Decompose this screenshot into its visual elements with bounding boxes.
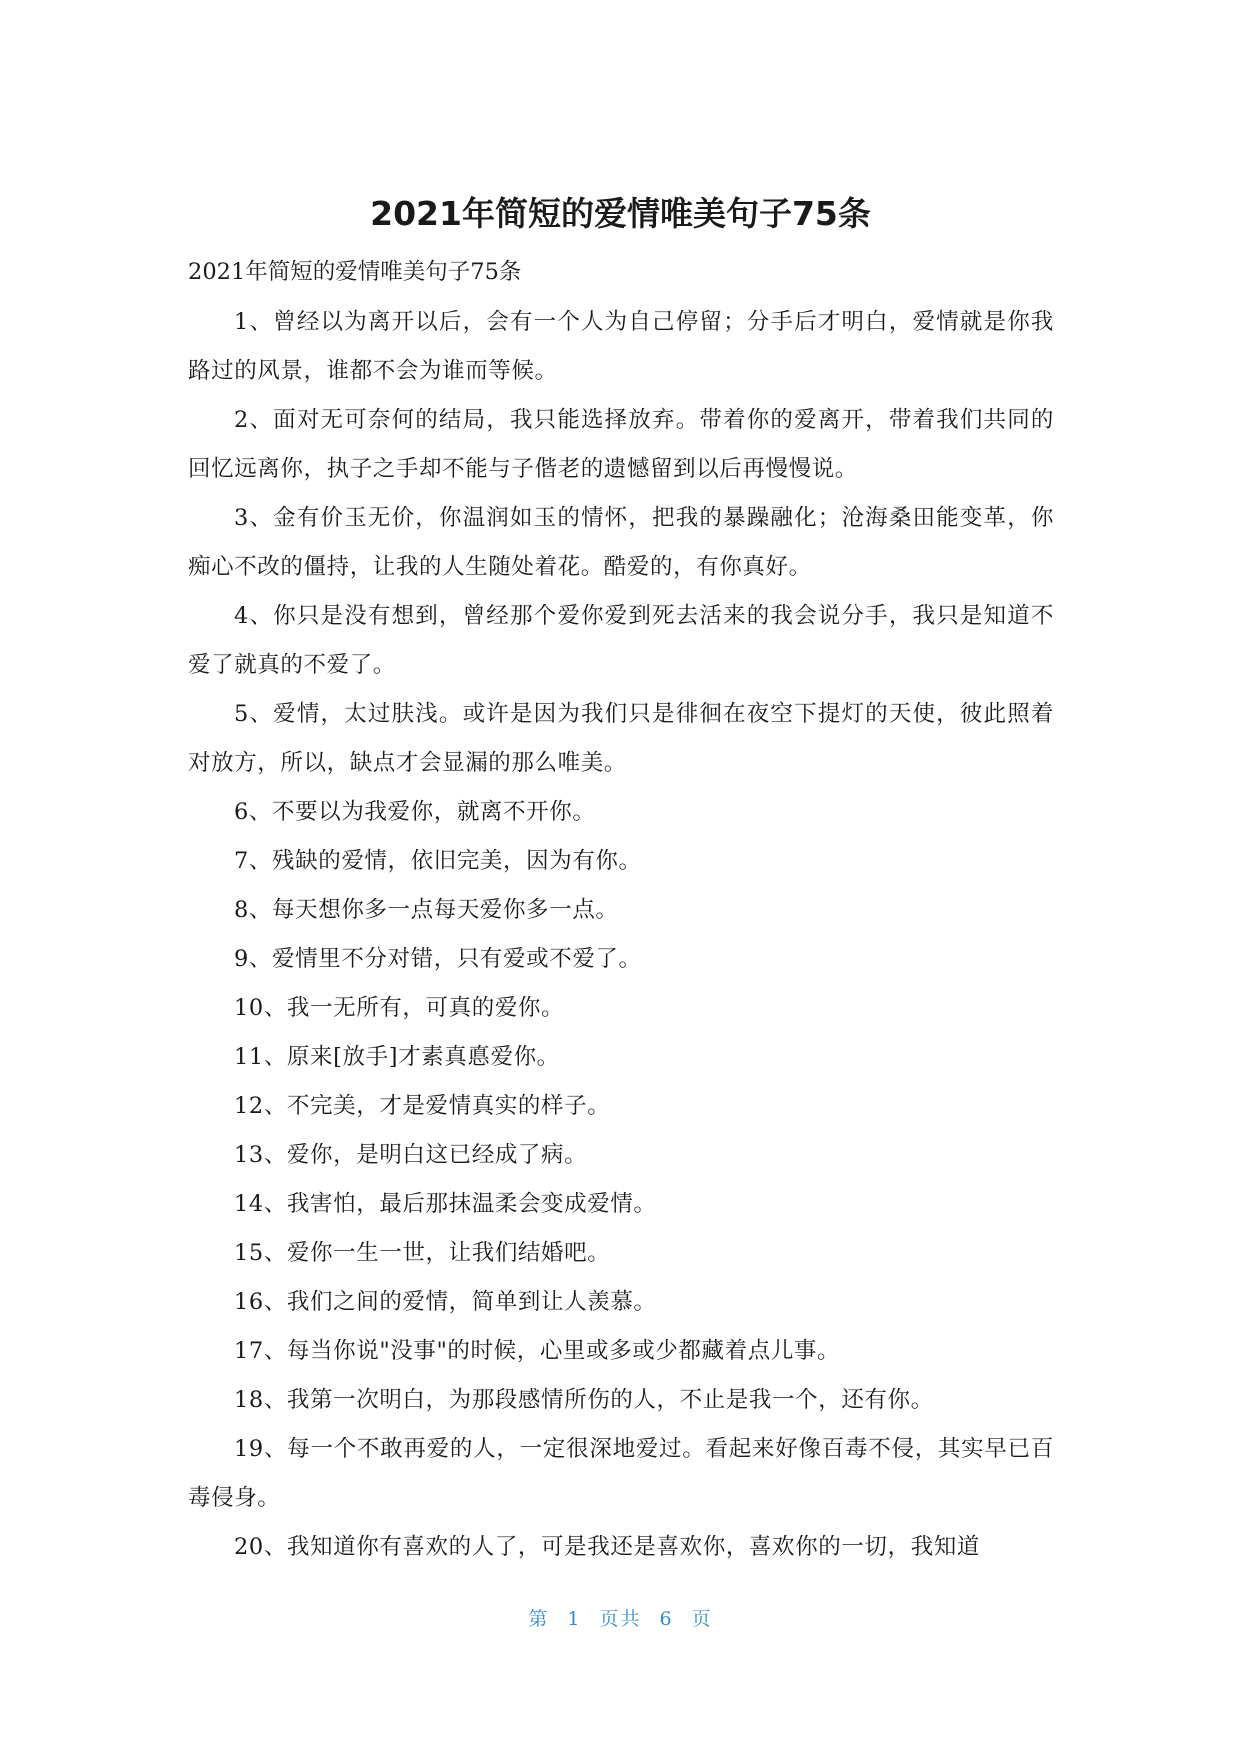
paragraph: 10、我一无所有，可真的爱你。 <box>234 995 565 1021</box>
document-subtitle: 2021年简短的爱情唯美句子75条 <box>188 259 522 285</box>
page-footer <box>0 1604 1241 1631</box>
paragraph: 9、爱情里不分对错，只有爱或不爱了。 <box>234 946 642 972</box>
footer-page-number: 1 <box>567 1608 582 1630</box>
footer-suffix: 页 <box>691 1608 713 1630</box>
paragraph: 17、每当你说"没事"的时候，心里或多或少都藏着点儿事。 <box>234 1338 841 1364</box>
paragraph: 20、我知道你有喜欢的人了，可是我还是喜欢你，喜欢你的一切，我知道 <box>234 1534 980 1560</box>
footer-total-pages: 6 <box>659 1608 674 1630</box>
paragraph: 16、我们之间的爱情，简单到让人羡慕。 <box>234 1289 657 1315</box>
paragraph: 3、金有价玉无价，你温润如玉的情怀，把我的暴躁融化；沧海桑田能变革，你痴心不改的僵持，让我的人生随处着花。酷爱的，有你真好。 <box>188 505 1054 580</box>
paragraph: 15、爱你一生一世，让我们结婚吧。 <box>234 1240 611 1266</box>
paragraph: 8、每天想你多一点每天爱你多一点。 <box>234 897 619 923</box>
paragraph: 14、我害怕，最后那抹温柔会变成爱情。 <box>234 1191 657 1217</box>
paragraph: 18、我第一次明白，为那段感情所伤的人，不止是我一个，还有你。 <box>234 1387 934 1413</box>
paragraph: 11、原来[放手]才素真悳爱你。 <box>234 1044 560 1070</box>
paragraph: 2、面对无可奈何的结局，我只能选择放弃。带着你的爱离开，带着我们共同的回忆远离你，执子之手却不能与子偕老的遗憾留到以后再慢慢说。 <box>188 407 1054 482</box>
footer-middle: 页共 <box>599 1608 642 1630</box>
paragraph: 6、不要以为我爱你，就离不开你。 <box>234 799 596 825</box>
paragraph: 7、残缺的爱情，依旧完美，因为有你。 <box>234 848 642 874</box>
document-title: 2021年简短的爱情唯美句子75条 <box>370 194 871 233</box>
paragraph: 1、曾经以为离开以后，会有一个人为自己停留；分手后才明白，爱情就是你我路过的风景，谁都不会为谁而等候。 <box>188 309 1054 384</box>
paragraph: 19、每一个不敢再爱的人，一定很深地爱过。看起来好像百毒不侵，其实早已百毒侵身。 <box>188 1436 1054 1511</box>
paragraph: 13、爱你，是明白这已经成了病。 <box>234 1142 588 1168</box>
footer-prefix: 第 <box>528 1608 550 1630</box>
paragraph: 12、不完美，才是爱情真实的样子。 <box>234 1093 611 1119</box>
paragraph: 5、爱情，太过肤浅。或许是因为我们只是徘徊在夜空下提灯的天使，彼此照着对放方，所以，缺点才会显漏的那么唯美。 <box>188 701 1054 776</box>
document-body <box>188 256 1054 1572</box>
paragraph: 4、你只是没有想到，曾经那个爱你爱到死去活来的我会说分手，我只是知道不爱了就真的不爱了。 <box>188 603 1054 678</box>
